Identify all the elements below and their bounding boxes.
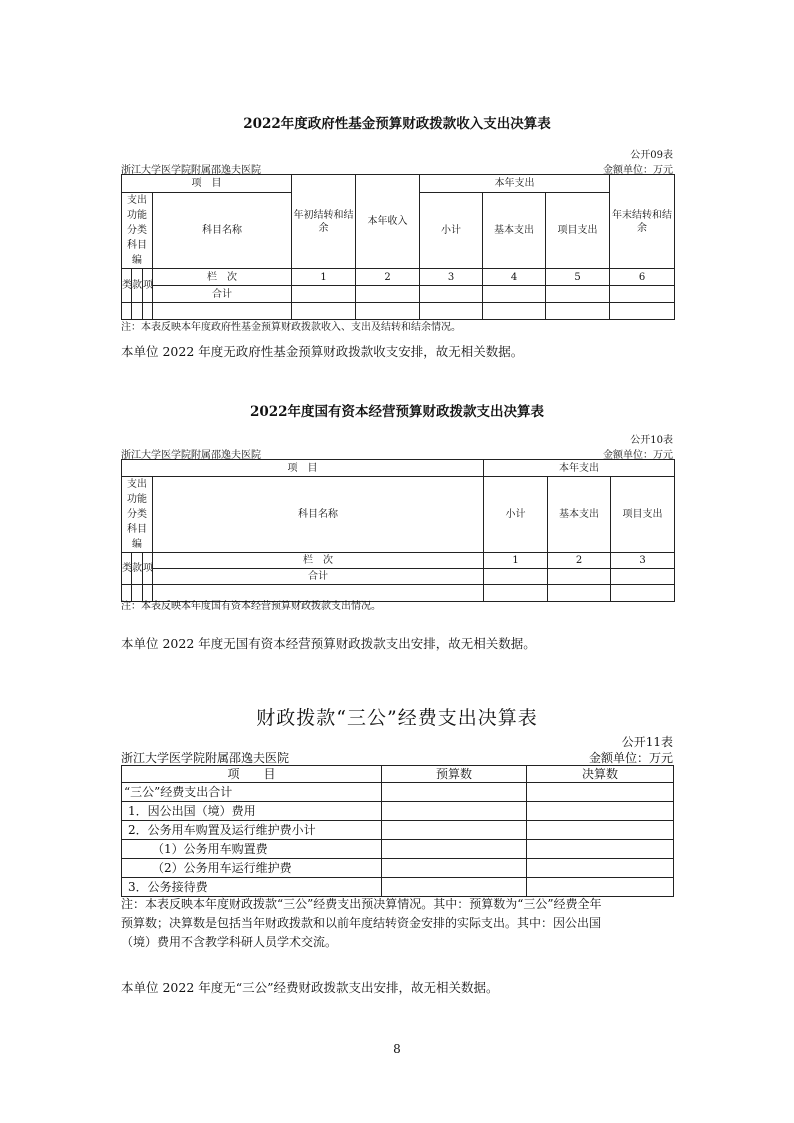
table2-header-subject-name: 科目名称 [153,477,484,553]
table3-header-project: 项 目 [122,766,382,783]
table1-header-subject-name: 科目名称 [153,193,292,269]
table3-row-label: 3．公务接待费 [122,878,382,897]
table1-colnum-1: 1 [292,269,356,286]
table2-header-project: 项 目 [122,460,484,477]
table3-header-final: 决算数 [527,766,674,783]
table1-colnum-3: 3 [420,269,483,286]
table3-statement: 本单位 2022 年度无“三公”经费财政拨款支出安排，故无相关数据。 [121,980,499,995]
table-row [122,783,674,802]
table1-header-expense: 本年支出 [420,175,610,193]
table3 [121,765,674,897]
table-row [122,840,674,859]
table1-header-column: 栏 次 [153,269,292,286]
table1 [121,174,675,320]
table-row [122,878,674,897]
table3-title: 财政拨款“三公”经费支出决算表 [256,707,538,729]
table1-header-end-balance: 年末结转和结余 [610,175,675,269]
table1-statement: 本单位 2022 年度无政府性基金预算财政拨款收支安排，故无相关数据。 [121,344,524,359]
table1-colnum-5: 5 [546,269,610,286]
table1-header-income: 本年收入 [356,175,420,269]
table3-unit-org: 浙江大学医学院附属邵逸夫医院 [121,751,290,765]
table3-row-label: （2）公务用车运行维护费 [122,859,382,878]
table1-header-basic: 基本支出 [483,193,546,269]
table1-colnum-2: 2 [356,269,420,286]
table2-header-basic: 基本支出 [548,477,611,553]
table2-colnum-1: 1 [484,553,548,569]
table3-note-line: （境）费用不含教学科研人员学术交流。 [121,935,338,949]
table3-code: 公开11表 [621,735,673,749]
table2-statement: 本单位 2022 年度无国有资本经营预算财政拨款支出安排，故无相关数据。 [121,636,536,651]
table3-note-line: 注：本表反映本年度财政拨款“三公”经费支出预决算情况。其中：预算数为“三公”经费全年 [121,897,602,911]
table1-header-lei: 类 [122,269,132,303]
table2-header-lei: 类 [122,553,132,585]
table1-unit-money: 金额单位：万元 [603,165,673,176]
table3-note-line: 预算数；决算数是包括当年财政拨款和以前年度结转资金安排的实际支出。其中：因公出国 [121,916,602,930]
table1-unit-org: 浙江大学医学院附属邵逸夫医院 [121,165,261,176]
table3-note [121,895,681,952]
table2-colnum-3: 3 [611,553,675,569]
table2-header-column: 栏 次 [153,553,484,569]
table1-header-xiang: 项 [143,269,153,303]
table2-header-xiang: 项 [143,553,153,585]
table2-header-subtotal: 小计 [484,477,548,553]
table3-row-label: （1）公务用车购置费 [122,840,382,859]
table1-header-subtotal: 小计 [420,193,483,269]
table1-header-kuan: 款 [132,269,143,303]
table2-header-project-exp: 项目支出 [611,477,675,553]
table-row [122,821,674,840]
table1-header-project: 项 目 [122,175,292,193]
table2-code: 公开10表 [630,435,673,446]
table2-colnum-2: 2 [548,553,611,569]
table2-unit-org: 浙江大学医学院附属邵逸夫医院 [121,450,261,461]
table1-total-label: 合计 [153,286,292,303]
table2-unit-money: 金额单位：万元 [603,450,673,461]
table2-title: 2022年度国有资本经营预算财政拨款支出决算表 [249,404,545,420]
table2-note: 注：本表反映本年度国有资本经营预算财政拨款支出情况。 [121,601,381,612]
table1-header-project-exp: 项目支出 [546,193,610,269]
table2-header-expense: 本年支出 [484,460,675,477]
table1-title: 2022年度政府性基金预算财政拨款收入支出决算表 [243,116,551,132]
table2-header-func-class: 支出功能分类科目编 [122,477,153,553]
table3-row-label: 2．公务用车购置及运行维护费小计 [122,821,382,840]
table1-colnum-6: 6 [610,269,675,286]
table3-row-label: “三公”经费支出合计 [122,783,382,802]
table2 [121,459,675,602]
table-row [122,802,674,821]
table1-code: 公开09表 [630,150,673,161]
table1-note: 注：本表反映本年度政府性基金预算财政拨款收入、支出及结转和结余情况。 [121,322,461,333]
table1-header-begin-balance: 年初结转和结余 [292,175,356,269]
table1-colnum-4: 4 [483,269,546,286]
table2-total-label: 合计 [153,569,484,585]
table3-row-label: 1．因公出国（境）费用 [122,802,382,821]
table3-header-budget: 预算数 [382,766,527,783]
table2-header-kuan: 款 [132,553,143,585]
table-row [122,859,674,878]
page-number: 8 [393,1042,401,1056]
table3-unit-money: 金额单位：万元 [588,751,673,765]
table1-row [122,303,675,320]
table1-header-func-class: 支出功能分类科目编 [122,193,153,269]
